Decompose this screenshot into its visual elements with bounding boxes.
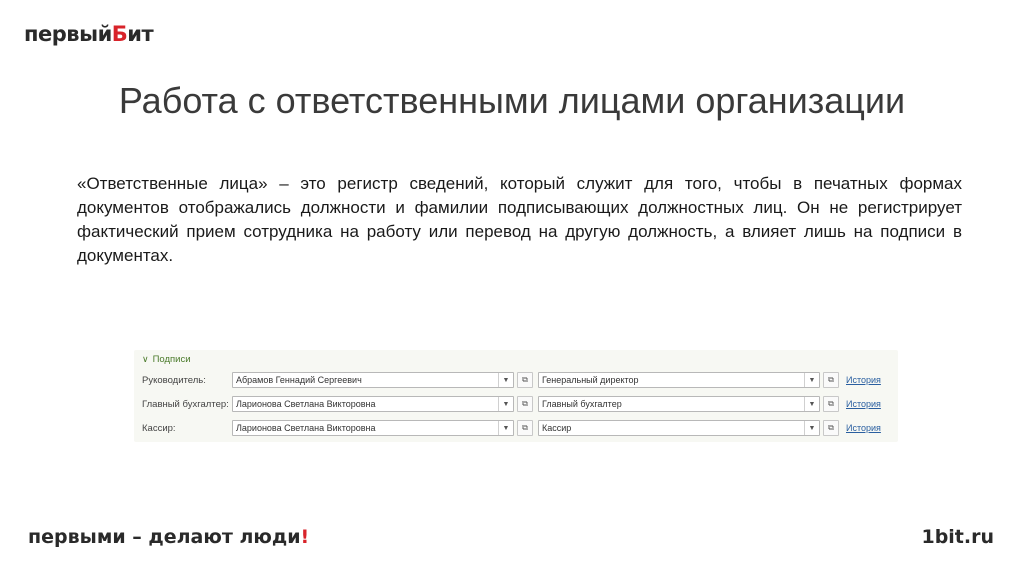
dropdown-arrow-icon[interactable]: ▼	[804, 373, 819, 387]
position-select[interactable]	[538, 396, 820, 412]
open-link-icon[interactable]: ⧉	[823, 372, 839, 388]
signature-row-director	[142, 372, 881, 388]
signature-row-chief-accountant	[142, 396, 881, 412]
chevron-down-icon: ∨	[142, 354, 149, 364]
dropdown-arrow-icon[interactable]: ▼	[498, 373, 513, 387]
person-value: Ларионова Светлана Викторовна	[236, 399, 376, 409]
slogan-mark: !	[300, 526, 310, 548]
group-header-signatures[interactable]	[142, 354, 191, 365]
dropdown-arrow-icon[interactable]: ▼	[498, 421, 513, 435]
signatures-form	[134, 350, 898, 442]
history-link[interactable]: История	[846, 423, 881, 433]
person-select[interactable]	[232, 396, 514, 412]
logo-text-end: ит	[127, 22, 154, 46]
row-label: Главный бухгалтер:	[142, 398, 229, 410]
signature-row-cashier	[142, 420, 881, 436]
row-label: Кассир:	[142, 422, 176, 434]
row-label: Руководитель:	[142, 374, 206, 386]
open-link-icon[interactable]: ⧉	[517, 372, 533, 388]
open-link-icon[interactable]: ⧉	[823, 396, 839, 412]
group-label: Подписи	[152, 354, 191, 365]
position-select[interactable]	[538, 372, 820, 388]
person-value: Абрамов Геннадий Сергеевич	[236, 375, 362, 385]
footer-site: 1bit.ru	[921, 526, 994, 548]
open-link-icon[interactable]: ⧉	[823, 420, 839, 436]
slogan-text: первыми – делают люди	[28, 526, 301, 548]
position-value: Кассир	[542, 423, 572, 433]
history-link[interactable]: История	[846, 399, 881, 409]
person-select[interactable]	[232, 420, 514, 436]
position-select[interactable]	[538, 420, 820, 436]
dropdown-arrow-icon[interactable]: ▼	[804, 421, 819, 435]
open-link-icon[interactable]: ⧉	[517, 396, 533, 412]
open-link-icon[interactable]: ⧉	[517, 420, 533, 436]
position-value: Главный бухгалтер	[542, 399, 622, 409]
position-value: Генеральный директор	[542, 375, 639, 385]
logo-text-accent: Б	[111, 22, 128, 46]
logo-text-main: первый	[24, 22, 112, 46]
dropdown-arrow-icon[interactable]: ▼	[498, 397, 513, 411]
footer-slogan	[28, 526, 309, 548]
slide-description: «Ответственные лица» – это регистр сведений, который служит для того, чтобы в печатных формах документов отображались должности и фамилии подписывающих должностных лиц. Он не регистрирует фактический прием сотрудника на работу или перевод на другую должность, а влияет лишь на подписи в документах.	[77, 174, 962, 265]
slide-title: Работа с ответственными лицами организации	[118, 80, 906, 121]
history-link[interactable]: История	[846, 375, 881, 385]
brand-logo	[24, 22, 153, 46]
person-select[interactable]	[232, 372, 514, 388]
dropdown-arrow-icon[interactable]: ▼	[804, 397, 819, 411]
person-value: Ларионова Светлана Викторовна	[236, 423, 376, 433]
